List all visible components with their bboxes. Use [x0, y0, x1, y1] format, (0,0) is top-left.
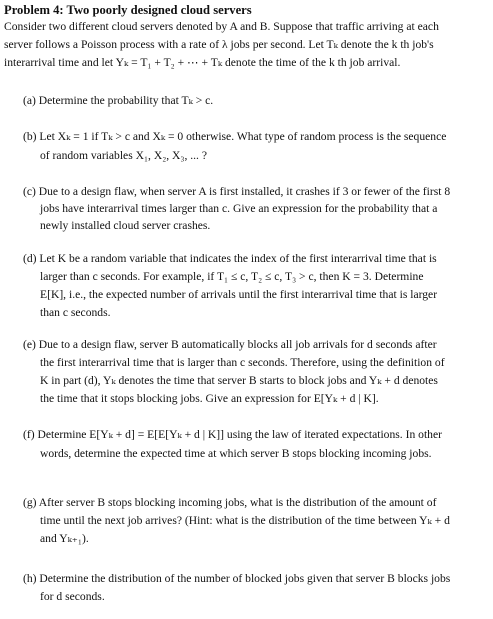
part-e-line: (e) Due to a design flaw, server B automatically blocks all job arrivals for d seconds after [23, 338, 437, 351]
intro-line: server follows a Poisson process with a rate of λ jobs per second. Let Tₖ denote the k th job's [4, 38, 434, 51]
part-g-line: (g) After server B stops blocking incoming jobs, what is the distribution of the amount of [23, 496, 437, 509]
part-f-line: (f) Determine E[Yₖ + d] = E[E[Yₖ + d | K]] using the law of iterated expectations. In other [23, 428, 442, 441]
part-c-line: jobs have interarrival times larger than c. Give an expression for the probability that a [40, 202, 438, 215]
part-e-line: K in part (d), Yₖ denotes the time that server B starts to block jobs and Yₖ + d denotes [40, 374, 438, 387]
part-c-line: (c) Due to a design flaw, when server A is first installed, it crashes if 3 or fewer of the first 8 [23, 185, 451, 198]
part-e-line: the first interarrival time that is larger than c seconds. Therefore, using the definition of [40, 356, 445, 369]
part-b-line: of random variables X₁, X₂, X₃, ... ? [40, 149, 207, 162]
problem-title: Problem 4: Two poorly designed cloud servers [4, 3, 252, 17]
part-a-line: (a) Determine the probability that Tₖ > c. [23, 94, 214, 107]
part-h-line: (h) Determine the distribution of the number of blocked jobs given that server B blocks jobs [23, 572, 451, 585]
part-d-line: (d) Let K be a random variable that indicates the index of the first interarrival time that is [23, 252, 437, 265]
part-d-line: E[K], i.e., the expected number of arrivals until the first interarrival time that is larger [40, 288, 438, 301]
part-g-line: time until the next job arrives? (Hint: what is the distribution of the time between Yₖ + d [40, 514, 450, 527]
part-f-line: words, determine the expected time at which server B stops blocking incoming jobs. [40, 447, 432, 460]
part-d-line: than c seconds. [40, 306, 111, 319]
part-c-line: newly installed cloud server crashes. [40, 219, 211, 232]
part-d-line: larger than c seconds. For example, if T₁ ≤ c, T₂ ≤ c, T₃ > c, then K = 3. Determine [40, 270, 424, 283]
part-g-line: and Yₖ₊₁). [40, 532, 89, 545]
part-e-line: the time that it stops blocking jobs. Give an expression for E[Yₖ + d | K]. [40, 392, 379, 405]
intro-line: interarrival time and let Yₖ = T₁ + T₂ + ⋯ + Tₖ denote the time of the k th job arrival. [4, 56, 401, 69]
part-b-line: (b) Let Xₖ = 1 if Tₖ > c and Xₖ = 0 otherwise. What type of random process is the sequence [23, 130, 447, 143]
intro-line: Consider two different cloud servers denoted by A and B. Suppose that traffic arriving at each [4, 20, 439, 33]
part-h-line: for d seconds. [40, 590, 105, 603]
